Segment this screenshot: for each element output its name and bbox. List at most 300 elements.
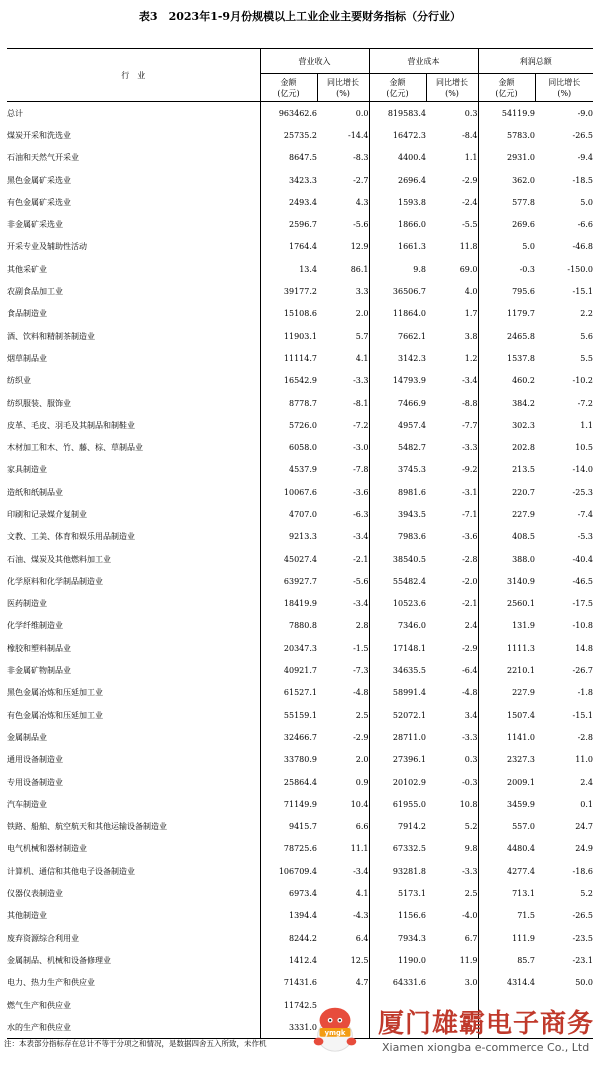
revenue-amount: 1412.4 [260,949,317,971]
profit-amount: 131.9 [478,615,535,637]
profit-growth: 2.4 [580,777,593,787]
industry-name: 印刷和记录媒介复制业 [7,509,87,519]
revenue-growth: -5.6 [353,220,369,230]
cost-amount: 38540.5 [369,548,426,570]
industry-name: 农副食品加工业 [7,287,63,297]
revenue-amount: 40921.7 [260,659,317,681]
cost-amount: 2696.4 [369,169,426,191]
cost-growth: -2.1 [462,599,478,609]
cost-amount: 52072.1 [369,704,426,726]
watermark [300,995,600,1060]
revenue-amount: 10067.6 [260,481,317,503]
cost-growth: 1.2 [464,353,478,363]
profit-amount: 71.5 [478,905,535,927]
cost-amount: 7466.9 [369,392,426,414]
revenue-amount: 11114.7 [260,347,317,369]
cost-growth: 2.4 [464,621,478,631]
revenue-amount: 4707.0 [260,503,317,525]
revenue-growth: -3.3 [353,376,369,386]
revenue-growth: -2.1 [353,554,369,564]
cost-growth: -0.3 [462,777,478,787]
table-row [7,258,593,280]
cost-amount: 5482.7 [369,436,426,458]
profit-amount: 577.8 [478,191,535,213]
profit-growth: -46.5 [572,576,593,586]
table-row [7,570,593,592]
profit-amount: 227.9 [478,503,535,525]
profit-amount: 2931.0 [478,147,535,169]
industry-name: 纺织业 [7,376,31,386]
revenue-growth: 12.9 [350,242,369,252]
revenue-amount: 2596.7 [260,213,317,235]
cost-growth: 6.7 [464,933,478,943]
revenue-growth: 4.1 [355,889,369,899]
table-body [7,102,593,1039]
revenue-amount: 6058.0 [260,436,317,458]
cost-growth: -8.4 [462,130,478,140]
profit-growth: 5.5 [580,353,593,363]
revenue-growth: -3.4 [353,532,369,542]
cost-amount: 27396.1 [369,749,426,771]
table-row [7,102,593,125]
industry-name: 家具制造业 [7,465,47,475]
cost-growth: -3.3 [462,866,478,876]
industry-name: 其他制造业 [7,911,47,921]
industry-name: 烟草制品业 [7,353,47,363]
revenue-growth: 11.1 [350,844,369,854]
profit-amount: 1537.8 [478,347,535,369]
cost-growth: 5.2 [464,822,478,832]
profit-growth: -40.4 [572,554,593,564]
revenue-amount: 963462.6 [260,102,317,125]
cost-growth: -2.4 [462,197,478,207]
cost-growth: -2.9 [462,643,478,653]
industry-name: 仪器仪表制造业 [7,889,63,899]
table-row [7,347,593,369]
profit-growth: 11.0 [575,755,593,765]
revenue-growth: -7.2 [353,420,369,430]
revenue-growth: 6.6 [355,822,369,832]
profit-growth: 5.2 [580,889,593,899]
profit-growth: -9.4 [577,153,593,163]
profit-growth: -26.5 [572,911,593,921]
revenue-growth: 0.0 [355,108,369,118]
industry-name: 化学原料和化学制品制造业 [7,576,103,586]
industry-name: 汽车制造业 [7,799,47,809]
table-row [7,436,593,458]
revenue-amount: 1394.4 [260,905,317,927]
profit-amount: 85.7 [478,949,535,971]
revenue-amount: 25864.4 [260,771,317,793]
mascot-logo-icon [306,999,364,1057]
header-growth: 同比增长 (%) [317,74,369,102]
cost-amount: 7983.6 [369,526,426,548]
table-row [7,927,593,949]
industry-name: 专用设备制造业 [7,777,63,787]
cost-amount: 3142.3 [369,347,426,369]
cost-amount: 4400.4 [369,147,426,169]
cost-amount: 1593.8 [369,191,426,213]
table-row [7,771,593,793]
industry-name: 黑色金属冶炼和压延加工业 [7,688,103,698]
industry-name: 非金属矿物制品业 [7,666,71,676]
revenue-amount: 8647.5 [260,147,317,169]
table-row [7,303,593,325]
table-row [7,816,593,838]
table-row [7,704,593,726]
header-growth: 同比增长 (%) [535,74,593,102]
industry-name: 电力、热力生产和供应业 [7,978,95,988]
cost-growth: 2.5 [464,889,478,899]
cost-growth: -2.8 [462,554,478,564]
table-row [7,213,593,235]
header-cost: 营业成本 [369,49,478,74]
revenue-amount: 55159.1 [260,704,317,726]
industry-name: 酒、饮料和精制茶制造业 [7,331,95,341]
cost-growth: 0.3 [464,108,478,118]
table-row [7,191,593,213]
cost-amount: 55482.4 [369,570,426,592]
profit-amount: 5.0 [478,236,535,258]
cost-amount: 20102.9 [369,771,426,793]
revenue-amount: 4537.9 [260,459,317,481]
profit-amount: 3459.9 [478,793,535,815]
profit-growth: 14.8 [575,643,593,653]
profit-amount: 362.0 [478,169,535,191]
revenue-amount: 15108.6 [260,303,317,325]
profit-amount: 3140.9 [478,570,535,592]
profit-amount: 5783.0 [478,124,535,146]
cost-amount: 819583.4 [369,102,426,125]
revenue-amount: 2493.4 [260,191,317,213]
profit-growth: 0.1 [580,799,593,809]
profit-growth: 24.9 [575,844,593,854]
table-row [7,526,593,548]
profit-amount: 269.6 [478,213,535,235]
cost-amount: 4957.4 [369,414,426,436]
cost-amount: 11864.0 [369,303,426,325]
revenue-amount: 39177.2 [260,280,317,302]
table-row [7,726,593,748]
table-row [7,548,593,570]
revenue-amount: 8244.2 [260,927,317,949]
table-row [7,860,593,882]
profit-growth: -23.5 [572,933,593,943]
revenue-growth: -6.3 [353,509,369,519]
revenue-amount: 13.4 [260,258,317,280]
revenue-amount: 18419.9 [260,593,317,615]
cost-growth: 3.0 [464,978,478,988]
profit-amount: 4480.4 [478,838,535,860]
industry-name: 纺织服装、服饰业 [7,398,71,408]
profit-growth: -7.4 [577,509,593,519]
profit-amount: 795.6 [478,280,535,302]
revenue-growth: 2.0 [355,309,369,319]
profit-growth: -2.8 [577,732,593,742]
profit-amount: 2009.1 [478,771,535,793]
cost-growth: 69.0 [459,264,478,274]
revenue-amount: 1764.4 [260,236,317,258]
profit-amount: 557.0 [478,816,535,838]
table-row [7,637,593,659]
profit-amount: 111.9 [478,927,535,949]
cost-amount: 5173.1 [369,882,426,904]
revenue-growth: -3.0 [353,443,369,453]
cost-amount: 34635.5 [369,659,426,681]
table-row [7,325,593,347]
table-row [7,905,593,927]
cost-growth: 4.0 [464,287,478,297]
revenue-amount: 7880.8 [260,615,317,637]
revenue-amount: 71149.9 [260,793,317,815]
revenue-amount: 11742.5 [260,994,317,1016]
header-growth: 同比增长 (%) [426,74,478,102]
table-row [7,236,593,258]
industry-name: 木材加工和木、竹、藤、棕、草制品业 [7,443,143,453]
table-header [7,49,593,102]
industry-name: 橡胶和塑料制品业 [7,643,71,653]
cost-growth: -4.0 [462,911,478,921]
cost-amount: 10523.6 [369,593,426,615]
cost-amount: 58991.4 [369,682,426,704]
revenue-growth: -1.5 [353,643,369,653]
profit-growth: 1.1 [580,420,593,430]
revenue-growth: 5.7 [355,331,369,341]
profit-amount: 54119.9 [478,102,535,125]
profit-growth: 5.0 [580,197,593,207]
profit-growth: -46.8 [572,242,593,252]
industry-name: 电气机械和器材制造业 [7,844,87,854]
cost-growth: 9.8 [464,844,478,854]
table-row [7,749,593,771]
revenue-growth: -3.4 [353,866,369,876]
revenue-amount: 5726.0 [260,414,317,436]
cost-amount: 16472.3 [369,124,426,146]
cost-growth: -3.4 [462,376,478,386]
profit-growth: -1.8 [577,688,593,698]
cost-growth: -3.1 [462,487,478,497]
table-row [7,169,593,191]
cost-amount: 8981.6 [369,481,426,503]
profit-amount: 1141.0 [478,726,535,748]
table-row [7,124,593,146]
revenue-amount: 11903.1 [260,325,317,347]
cost-amount: 28711.0 [369,726,426,748]
cost-amount: 7346.0 [369,615,426,637]
revenue-amount: 16542.9 [260,370,317,392]
cost-growth: -3.3 [462,732,478,742]
profit-growth: 5.6 [580,331,593,341]
profit-growth: -26.7 [572,666,593,676]
cost-growth: -2.0 [462,576,478,586]
header-revenue: 营业收入 [260,49,369,74]
revenue-growth: -7.8 [353,465,369,475]
cost-amount: 17148.1 [369,637,426,659]
table-row [7,949,593,971]
header-profit: 利润总额 [478,49,593,74]
revenue-growth: -7.3 [353,666,369,676]
profit-growth: -14.0 [572,465,593,475]
profit-amount: 1179.7 [478,303,535,325]
revenue-amount: 25735.2 [260,124,317,146]
table-row [7,370,593,392]
industry-name: 总计 [7,108,23,118]
industry-name: 燃气生产和供应业 [7,1000,71,1010]
profit-amount: 1111.3 [478,637,535,659]
revenue-amount: 106709.4 [260,860,317,882]
profit-amount: 220.7 [478,481,535,503]
profit-amount: 2465.8 [478,325,535,347]
table-row [7,414,593,436]
profit-amount: 202.8 [478,436,535,458]
profit-amount: 4314.4 [478,972,535,994]
industry-name: 石油和天然气开采业 [7,153,79,163]
cost-growth: -7.7 [462,420,478,430]
profit-growth: -7.2 [577,398,593,408]
revenue-amount: 32466.7 [260,726,317,748]
profit-growth: -23.1 [572,955,593,965]
cost-growth: -6.4 [462,666,478,676]
industry-name: 煤炭开采和洗选业 [7,130,71,140]
profit-growth: -26.5 [572,130,593,140]
revenue-growth: -3.4 [353,599,369,609]
industry-name: 医药制造业 [7,599,47,609]
table-row [7,838,593,860]
profit-growth: -18.6 [572,866,593,876]
table-row [7,147,593,169]
cost-growth: 11.8 [459,242,478,252]
revenue-amount: 71431.6 [260,972,317,994]
cost-growth: 1.1 [464,153,478,163]
revenue-growth: 12.5 [350,955,369,965]
cost-amount: 7934.3 [369,927,426,949]
profit-amount: 713.1 [478,882,535,904]
profit-growth: 24.7 [575,822,593,832]
revenue-amount: 9213.3 [260,526,317,548]
profit-growth: -10.2 [572,376,593,386]
cost-growth: 0.3 [464,755,478,765]
table-row [7,280,593,302]
header-amount: 金额 (亿元) [260,74,317,102]
revenue-amount: 45027.4 [260,548,317,570]
table-row [7,615,593,637]
revenue-growth: -3.6 [353,487,369,497]
industry-name: 石油、煤炭及其他燃料加工业 [7,554,111,564]
cost-growth: -3.6 [462,532,478,542]
header-amount: 金额 (亿元) [478,74,535,102]
cost-growth: -4.8 [462,688,478,698]
industry-name: 计算机、通信和其他电子设备制造业 [7,866,135,876]
profit-growth: -25.3 [572,487,593,497]
revenue-amount: 33780.9 [260,749,317,771]
header-amount: 金额 (亿元) [369,74,426,102]
table-row [7,481,593,503]
cost-amount: 61955.0 [369,793,426,815]
revenue-growth: 6.4 [355,933,369,943]
profit-growth: -15.1 [572,287,593,297]
revenue-growth: 4.7 [355,978,369,988]
cost-amount: 3745.3 [369,459,426,481]
cost-amount: 36506.7 [369,280,426,302]
cost-amount: 93281.8 [369,860,426,882]
watermark-company-cn: 厦门雄霸电子商务 [378,1009,595,1039]
watermark-company-en: Xiamen xiongba e-commerce Co., Ltd [382,1041,590,1054]
table-title: 表3 2023年1-9月份规模以上工业企业主要财务指标（分行业） [138,10,462,23]
table-row [7,793,593,815]
profit-amount: 1507.4 [478,704,535,726]
industry-name: 化学纤维制造业 [7,621,63,631]
cost-amount: 3943.5 [369,503,426,525]
profit-amount: 460.2 [478,370,535,392]
profit-growth: 2.2 [580,309,593,319]
profit-amount: 4277.4 [478,860,535,882]
revenue-growth: -5.6 [353,576,369,586]
industry-name: 食品制造业 [7,309,47,319]
cost-amount: 1866.0 [369,213,426,235]
profit-growth: 10.5 [575,443,593,453]
revenue-amount: 63927.7 [260,570,317,592]
revenue-amount: 78725.6 [260,838,317,860]
revenue-growth: 3.3 [355,287,369,297]
profit-growth: 50.0 [575,978,593,988]
revenue-growth: 10.4 [350,799,369,809]
revenue-growth: 0.9 [355,777,369,787]
revenue-growth: -8.1 [353,398,369,408]
industry-name: 其他采矿业 [7,264,47,274]
industry-name: 铁路、船舶、航空航天和其他运输设备制造业 [7,822,167,832]
profit-growth: -5.3 [577,532,593,542]
table-row [7,593,593,615]
profit-growth: -6.6 [577,220,593,230]
profit-amount: 302.3 [478,414,535,436]
cost-amount: 14793.9 [369,370,426,392]
industry-name: 造纸和纸制品业 [7,487,63,497]
cost-growth: -2.9 [462,175,478,185]
industry-name: 黑色金属矿采选业 [7,175,71,185]
table-row [7,682,593,704]
revenue-amount: 61527.1 [260,682,317,704]
profit-growth: -10.8 [572,621,593,631]
revenue-growth: -4.3 [353,911,369,921]
profit-growth: -150.0 [567,264,593,274]
profit-amount: 227.9 [478,682,535,704]
profit-amount: 2327.3 [478,749,535,771]
profit-amount: 2560.1 [478,593,535,615]
industry-name: 文教、工美、体育和娱乐用品制造业 [7,532,135,542]
profit-growth: -17.5 [572,599,593,609]
header-industry: 行 业 [7,49,260,102]
cost-amount: 9.8 [369,258,426,280]
cost-amount: 1156.6 [369,905,426,927]
industry-name: 开采专业及辅助性活动 [7,242,87,252]
profit-amount: 384.2 [478,392,535,414]
cost-amount: 7662.1 [369,325,426,347]
industry-name: 废弃资源综合利用业 [7,933,79,943]
table-row [7,659,593,681]
revenue-growth: 4.3 [355,197,369,207]
industry-name: 金属制品、机械和设备修理业 [7,955,111,965]
revenue-growth: 2.5 [355,710,369,720]
revenue-amount: 8778.7 [260,392,317,414]
cost-growth: -8.8 [462,398,478,408]
profit-amount: -0.3 [478,258,535,280]
cost-growth: 3.4 [464,710,478,720]
table-row [7,882,593,904]
cost-amount: 1661.3 [369,236,426,258]
footnote: 注：本表部分指标存在总计不等于分项之和情况，是数据四舍五入所致，未作机 [4,1039,267,1048]
industry-name: 有色金属矿采选业 [7,197,71,207]
revenue-growth: 2.8 [355,621,369,631]
